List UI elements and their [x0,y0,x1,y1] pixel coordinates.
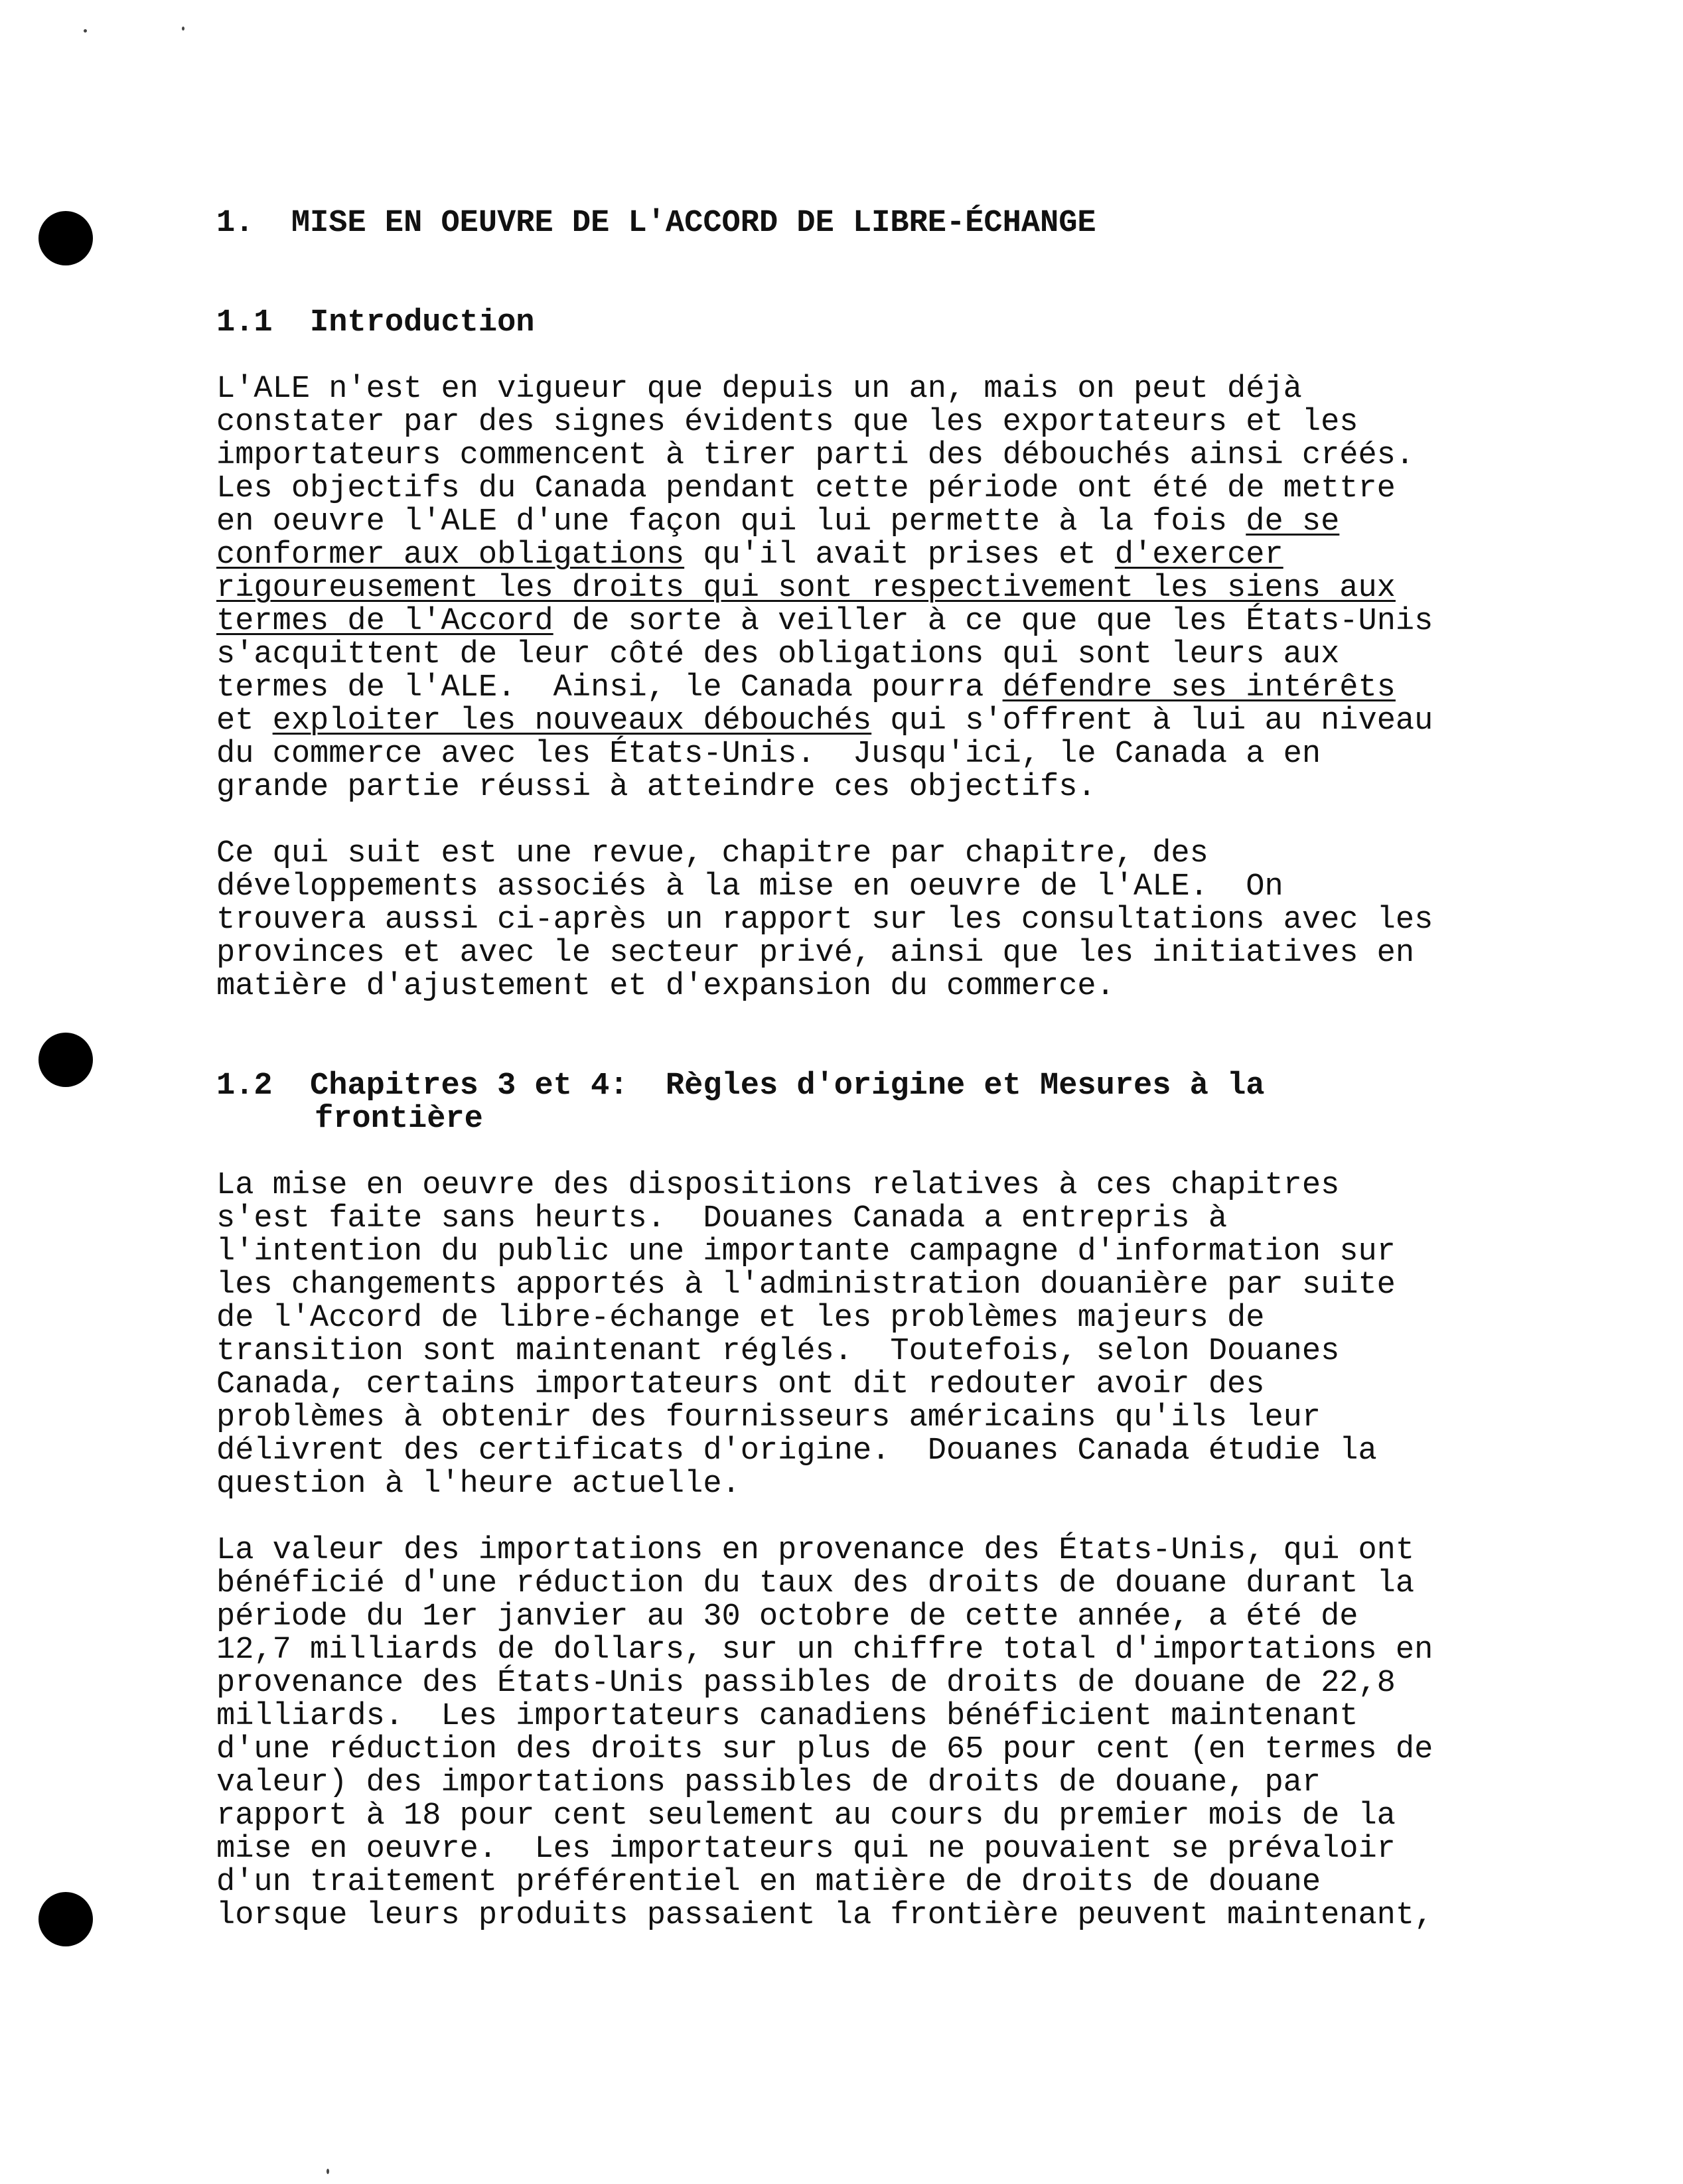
text-line: d'un traitement préférentiel en matière de droits de douane [216,1865,1321,1900]
text-line: question à l'heure actuelle. [216,1467,741,1502]
text-line: lorsque leurs produits passaient la frontière peuvent maintenant, [216,1898,1433,1933]
text-line: rapport à 18 pour cent seulement au cours du premier mois de la [216,1798,1396,1834]
punch-hole-middle [38,1033,93,1087]
text-segment: de sorte à veiller à ce que que les États-Unis [553,604,1433,639]
section-number: 1.2 [216,1068,273,1104]
paragraph-introduction [216,373,1544,804]
section-number: 1.1 [216,305,273,340]
text-line: période du 1er janvier au 30 octobre de cette année, a été de [216,1599,1358,1635]
scan-speck [327,2169,329,2174]
underlined-text: rigoureusement les droits qui sont respectivement les siens aux [216,571,1396,606]
text-line: trouvera aussi ci-après un rapport sur les consultations avec les [216,903,1433,938]
text-line: grande partie réussi à atteindre ces objectifs. [216,770,1096,805]
text-line: bénéficié d'une réduction du taux des droits de douane durant la [216,1566,1415,1601]
text-line: d'une réduction des droits sur plus de 65 pour cent (en termes de [216,1732,1433,1767]
text-line: constater par des signes évidents que les exportateurs et les [216,405,1358,440]
underlined-text: de se [1246,504,1340,540]
text-line [216,672,1544,705]
text-line [216,539,1544,572]
text-line: mise en oeuvre. Les importateurs qui ne pouvaient se prévaloir [216,1832,1396,1867]
text-segment: termes de l'ALE. Ainsi, le Canada pourra [216,670,1003,705]
text-line: du commerce avec les États-Unis. Jusqu'ici, le Canada a en [216,737,1321,772]
text-segment: qui s'offrent à lui au niveau [871,703,1433,739]
text-line: importateurs commencent à tirer parti des débouchés ainsi créés. [216,438,1415,473]
text-line: provenance des États-Unis passibles de droits de douane de 22,8 [216,1666,1396,1701]
text-line [216,572,1544,605]
section-title: Introduction [310,305,535,340]
text-line: La valeur des importations en provenance des États-Unis, qui ont [216,1533,1415,1568]
text-line: Les objectifs du Canada pendant cette période ont été de mettre [216,471,1396,506]
text-line: développements associés à la mise en oeuvre de l'ALE. On [216,869,1283,905]
underlined-text: d'exercer [1114,538,1283,573]
text-line: La mise en oeuvre des dispositions relatives à ces chapitres [216,1168,1340,1203]
text-line: problèmes à obtenir des fournisseurs américains qu'ils leur [216,1400,1321,1435]
document-body [216,207,1544,1932]
section-number: 1. [216,206,254,241]
text-line: milliards. Les importateurs canadiens bénéficient maintenant [216,1699,1358,1734]
text-line: provinces et avec le secteur privé, ainsi que les initiatives en [216,936,1415,971]
paragraph-customs [216,1169,1544,1501]
section-1-2-heading [216,1070,1544,1136]
text-line [216,506,1544,539]
underlined-text: exploiter les nouveaux débouchés [272,703,872,739]
paragraph-imports [216,1534,1544,1932]
scan-speck [84,29,87,33]
scan-speck [182,27,184,31]
text-line: 12,7 milliards de dollars, sur un chiffre total d'importations en [216,1633,1433,1668]
section-1-1-heading [216,307,1544,340]
underlined-text: défendre ses intérêts [1002,670,1396,705]
text-segment: et [216,703,273,739]
text-line [216,605,1544,638]
text-line: de l'Accord de libre-échange et les problèmes majeurs de [216,1301,1265,1336]
text-line: les changements apportés à l'administration douanière par suite [216,1268,1396,1303]
underlined-text: termes de l'Accord [216,604,553,639]
text-segment: en oeuvre l'ALE d'une façon qui lui permette à la fois [216,504,1246,540]
text-line: matière d'ajustement et d'expansion du commerce. [216,969,1115,1004]
section-title: Chapitres 3 et 4: Règles d'origine et Mesures à la [310,1068,1265,1104]
punch-hole-bottom [38,1892,93,1946]
text-line: Ce qui suit est une revue, chapitre par chapitre, des [216,836,1208,871]
text-line: transition sont maintenant réglés. Toutefois, selon Douanes [216,1334,1340,1369]
section-1-heading [216,207,1544,240]
text-line: valeur) des importations passibles de droits de douane, par [216,1765,1321,1800]
text-line: Canada, certains importateurs ont dit redouter avoir des [216,1367,1265,1402]
text-line: s'est faite sans heurts. Douanes Canada a entrepris à [216,1201,1228,1236]
text-segment: qu'il avait prises et [684,538,1115,573]
section-title-continued: frontière [315,1102,483,1137]
text-line: l'intention du public une importante campagne d'information sur [216,1234,1396,1270]
text-line: L'ALE n'est en vigueur que depuis un an, mais on peut déjà [216,372,1302,407]
text-line: délivrent des certificats d'origine. Douanes Canada étudie la [216,1433,1377,1469]
text-line: s'acquittent de leur côté des obligations qui sont leurs aux [216,637,1340,672]
underlined-text: conformer aux obligations [216,538,685,573]
paragraph-overview [216,837,1544,1003]
section-title: MISE EN OEUVRE DE L'ACCORD DE LIBRE-ÉCHANGE [291,206,1096,241]
punch-hole-top [38,211,93,265]
text-line [216,705,1544,738]
